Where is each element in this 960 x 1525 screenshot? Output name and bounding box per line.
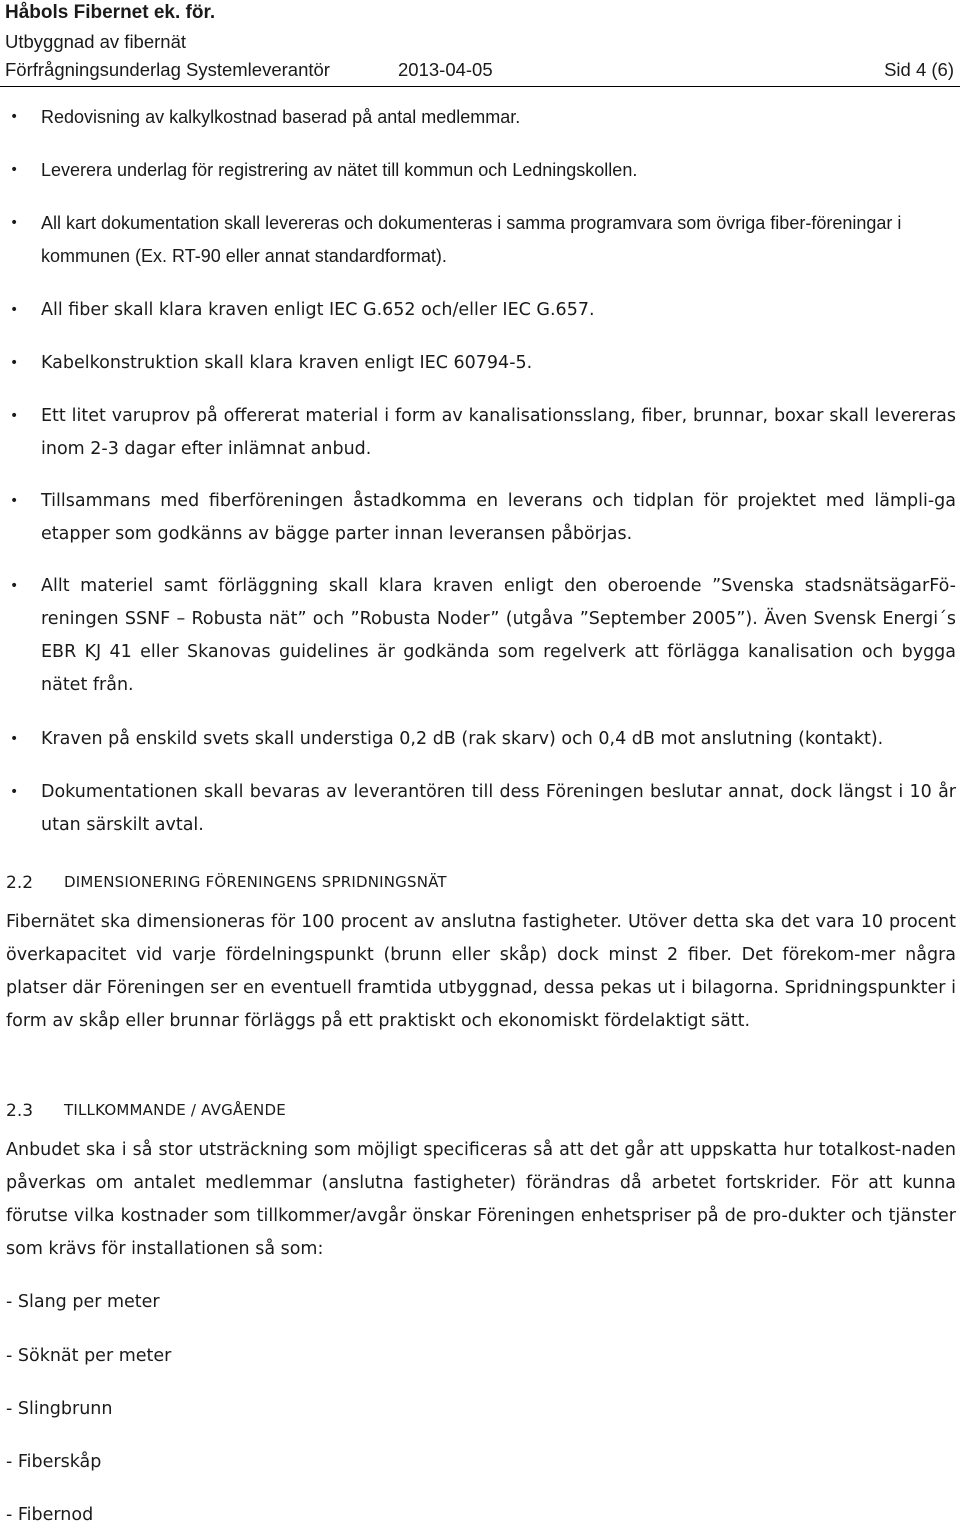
list-item-text: Dokumentationen skall bevaras av leverantören till dess Föreningen beslutar annat, dock längst i 10 år utan särskilt avtal. xyxy=(41,782,956,835)
document-date: 2013-04-05 xyxy=(398,59,493,80)
bullet-icon: • xyxy=(10,355,19,371)
list-item: - Fibernod xyxy=(6,1505,94,1525)
list-item-text: Redovisning av kalkylkostnad baserad på antal medlemmar. xyxy=(41,107,521,127)
document-name: Förfrågningsunderlag Systemleverantör xyxy=(5,59,330,80)
section-paragraph: Anbudet ska i så stor utsträckning som möjligt specificeras så att det går att uppskatta hur totalkost-naden påverkas om antalet medlemmar (anslutna fastigheter) förändras då arbetet fortskrider. För att kunna förutse vilka kostnader som tillkommer/avgår önskar Föreningen enhetspriser på de pro-dukter och tjänster som krävs för installationen så som: xyxy=(6,1140,956,1259)
bullet-icon: • xyxy=(10,215,19,231)
bullet-icon: • xyxy=(10,493,19,509)
section-number: 2.2 xyxy=(6,873,34,893)
header-divider xyxy=(0,86,960,87)
list-item-text: All kart dokumentation skall levereras och dokumenteras i samma programvara som övriga fiber-föreningar i kommunen (Ex. RT-90 eller annat standardformat). xyxy=(41,213,902,266)
list-item-text: Allt materiel samt förläggning skall klara kraven enligt den oberoende ”Svenska stadsnätsägarFö-reningen SSNF – Robusta nät” och ”Robusta Noder” (utgåva ”September 2005”). Även Svensk Energi´s EBR KJ 41 eller Skanovas guidelines är godkända som regelverk att förlägga kanalisation och bygga nätet från. xyxy=(41,576,956,695)
section-title: DIMENSIONERING FÖRENINGENS SPRIDNINGSNÄT xyxy=(64,873,447,891)
bullet-icon: • xyxy=(10,109,19,125)
list-item: - Fiberskåp xyxy=(6,1452,102,1472)
association-name: Håbols Fibernet ek. för. xyxy=(5,2,216,23)
list-item: - Slingbrunn xyxy=(6,1399,113,1419)
bullet-icon: • xyxy=(10,784,19,800)
bullet-icon: • xyxy=(10,731,19,747)
bullet-icon: • xyxy=(10,302,19,318)
list-item-text: Tillsammans med fiberföreningen åstadkomma en leverans och tidplan för projektet med lämpli-ga etapper som godkänns av bägge parter innan leveransen påbörjas. xyxy=(41,491,956,544)
list-item: - Söknät per meter xyxy=(6,1346,172,1366)
section-paragraph: Fibernätet ska dimensioneras för 100 procent av anslutna fastigheter. Utöver detta ska det vara 10 procent överkapacitet vid varje fördelningspunkt (brunn eller skåp) dock minst 2 fiber. Det förekom-mer några platser där Föreningen ser en eventuell framtida utbyggnad, dessa pekas ut i bilagorna. Spridningspunkter i form av skåp eller brunnar förläggs på ett praktiskt och ekonomiskt fördelaktigt sätt. xyxy=(6,912,956,1031)
list-item-text: Leverera underlag för registrering av nätet till kommun och Ledningskollen. xyxy=(41,160,638,180)
bullet-icon: • xyxy=(10,578,19,594)
list-item-text: Kabelkonstruktion skall klara kraven enligt IEC 60794-5. xyxy=(41,353,533,373)
bullet-icon: • xyxy=(10,408,19,424)
list-item-text: Ett litet varuprov på offererat material i form av kanalisationsslang, fiber, brunnar, boxar skall levereras inom 2-3 dagar efter inlämnat anbud. xyxy=(41,406,956,459)
list-item-text: Kraven på enskild svets skall understiga 0,2 dB (rak skarv) och 0,4 dB mot anslutning (kontakt). xyxy=(41,729,884,749)
section-number: 2.3 xyxy=(6,1101,34,1121)
project-name: Utbyggnad av fibernät xyxy=(5,31,187,52)
list-item-text: All fiber skall klara kraven enligt IEC G.652 och/eller IEC G.657. xyxy=(41,300,595,320)
section-heading xyxy=(6,1101,286,1121)
list-item: - Slang per meter xyxy=(6,1292,160,1312)
bullet-icon: • xyxy=(10,162,19,178)
section-heading xyxy=(6,873,447,893)
section-title: TILLKOMMANDE / AVGÅENDE xyxy=(64,1101,286,1119)
page-number: Sid 4 (6) xyxy=(884,59,954,80)
